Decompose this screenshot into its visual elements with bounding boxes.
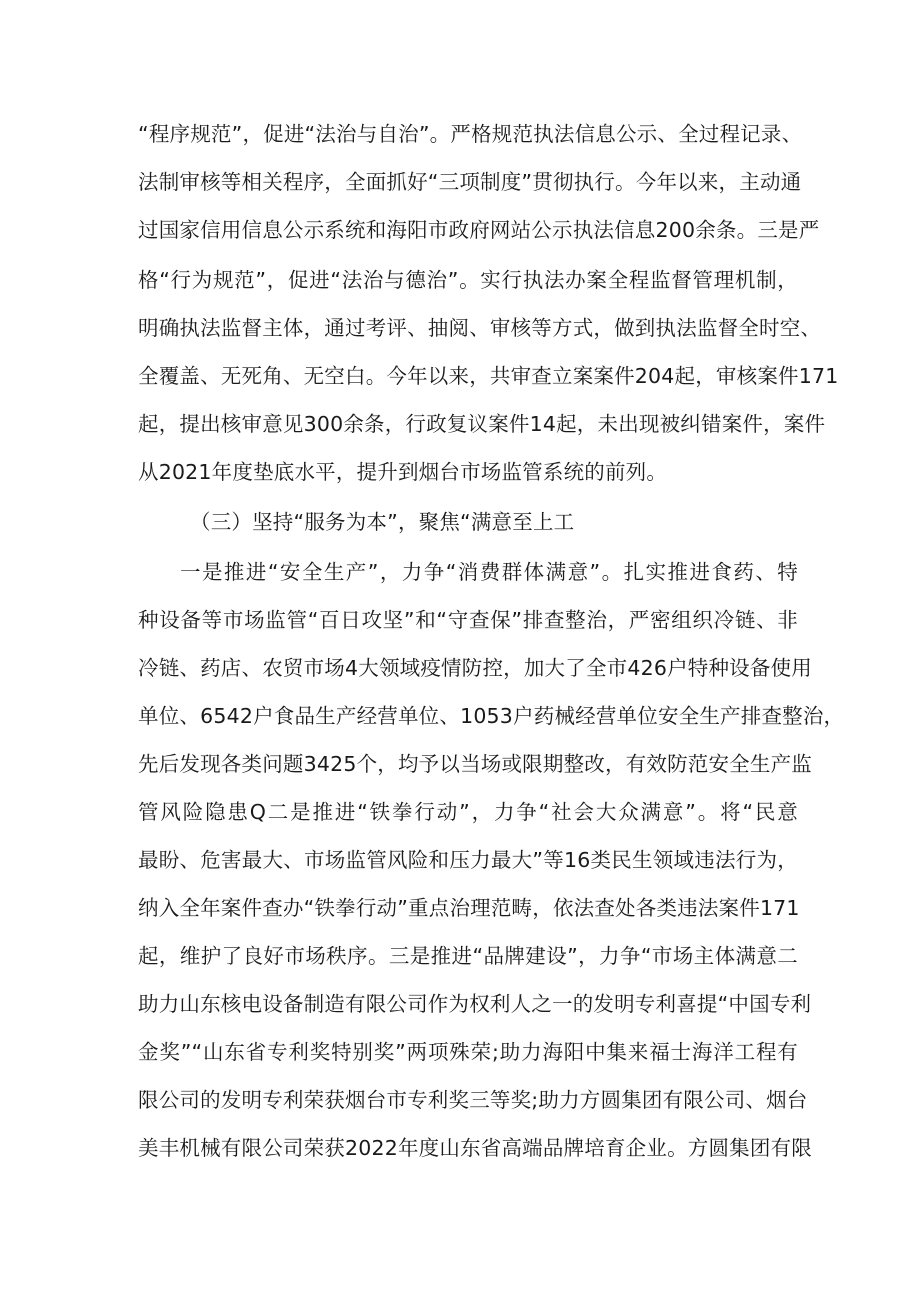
paragraph-line: 从2021年度垫底水平，提升到烟台市场监管系统的前列。 (138, 460, 668, 484)
paragraph-line: 最盼、危害最大、市场监管风险和压力最大”等16类民生领域违法行为， (138, 848, 798, 872)
paragraph-line: 起，提出核审意见300余条，行政复议案件14起，未出现被纠错案件，案件 (138, 412, 826, 436)
paragraph-line: 过国家信用信息公示系统和海阳市政府网站公示执法信息200余条。三是严 (138, 218, 820, 242)
paragraph-line: 明确执法监督主体，通过考评、抽阅、审核等方式，做到执法监督全时空、 (138, 316, 822, 340)
paragraph-line: “程序规范”，促进“法治与自治”。严格规范执法信息公示、全过程记录、 (138, 122, 803, 146)
paragraph-line: 美丰机械有限公司荣获2022年度山东省高端品牌培育企业。方圆集团有限 (138, 1136, 812, 1160)
paragraph-line: 纳入全年案件查办“铁拳行动”重点治理范畴，依法查处各类违法案件171 (138, 896, 800, 920)
paragraph-line: 种设备等市场监管“百日攻坚”和“守查保”排查整治，严密组织冷链、非 (138, 608, 798, 632)
paragraph-line: 一是推进“安全生产”，力争“消费群体满意”。扎实推进食药、特 (180, 560, 798, 584)
paragraph-line: 法制审核等相关程序，全面抓好“三项制度”贯彻执行。今年以来，主动通 (138, 170, 802, 194)
paragraph-line: 金奖”“山东省专利奖特别奖”两项殊荣;助力海阳中集来福士海洋工程有 (138, 1040, 798, 1064)
paragraph-line: 冷链、药店、农贸市场4大领域疫情防控，加大了全市426户特种设备使用 (138, 656, 812, 680)
paragraph-line: 助力山东核电设备制造有限公司作为权利人之一的发明专利喜提“中国专利 (138, 992, 812, 1016)
paragraph-line: 先后发现各类问题3425个，均予以当场或限期整改，有效防范安全生产监 (138, 752, 812, 776)
paragraph-line: 起，维护了良好市场秩序。三是推进“品牌建设”，力争“市场主体满意二 (138, 944, 798, 968)
paragraph-line: 全覆盖、无死角、无空白。今年以来，共审查立案案件204起，审核案件171 (138, 364, 839, 388)
paragraph-line: 限公司的发明专利荣获烟台市专利奖三等奖;助力方圆集团有限公司、烟台 (138, 1088, 808, 1112)
paragraph-line: 管风险隐患Q二是推进“铁拳行动”，力争“社会大众满意”。将“民意 (138, 800, 798, 824)
paragraph-line: 单位、6542户食品生产经营单位、1053户药械经营单位安全生产排查整治， (138, 704, 845, 728)
section-heading: （三）坚持“服务为本”，聚焦“满意至上工 (190, 510, 575, 534)
paragraph-line: 格“行为规范”，促进“法治与德治”。实行执法办案全程监督管理机制， (138, 268, 798, 292)
